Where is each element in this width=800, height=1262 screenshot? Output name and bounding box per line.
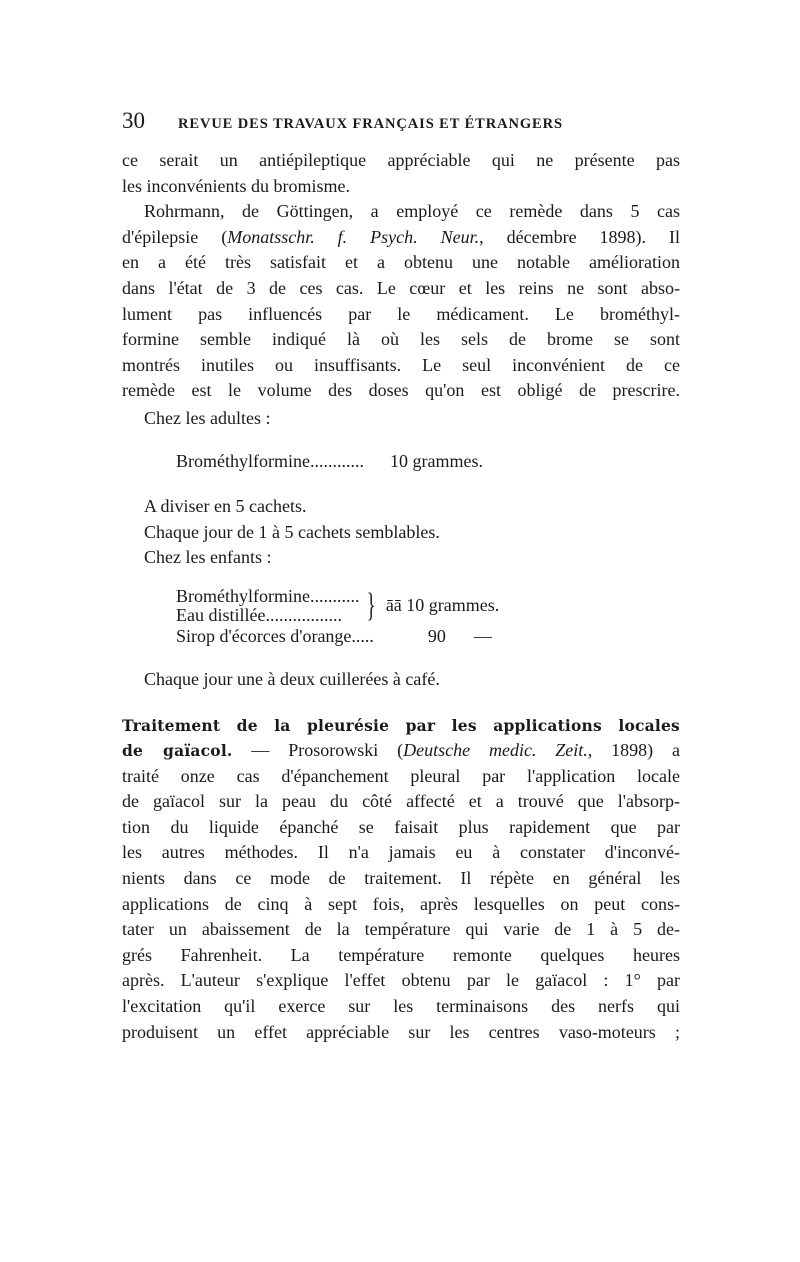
running-title: REVUE DES TRAVAUX FRANÇAIS ET ÉTRANGERS (178, 116, 563, 132)
text-line: formine semble indiqué là où les sels de brome se sont (122, 329, 680, 350)
children-label: Chez les enfants : (144, 547, 272, 568)
text-line: remède est le volume des doses qu'on est obligé de prescrire. (122, 380, 680, 401)
text-line: l'excitation qu'il exerce sur les terminaisons des nerfs qui (122, 996, 680, 1017)
text-line: tater un abaissement de la température qui varie de 1 à 5 de- (122, 919, 680, 940)
instruction-line: A diviser en 5 cachets. (144, 496, 307, 517)
text-line: en a été très satisfait et a obtenu une notable amélioration (122, 252, 680, 273)
text-line: tion du liquide épanché se faisait plus rapidement que par (122, 816, 680, 837)
page-number: 30 (122, 108, 145, 133)
braced-ingredients (176, 587, 680, 625)
rx-dash: — (473, 625, 492, 646)
book-page (122, 108, 680, 1045)
text-line: ce serait un antiépileptique appréciable qui ne présente pas (122, 150, 680, 170)
text-line: lument pas influencés par le médicament. Le brométhyl- (122, 303, 680, 324)
text-line: Rohrmann, de Göttingen, a employé ce remède dans 5 cas (144, 201, 680, 222)
rx-ingredient: Brométhylformine............ (176, 450, 364, 471)
rx-quantity: āā 10 grammes. (385, 595, 500, 616)
text-line: produisent un effet appréciable sur les centres vaso-moteurs ; (122, 1021, 680, 1042)
section-title-end: de gaïacol. (122, 741, 233, 761)
text-line: après. L'auteur s'explique l'effet obtenu par le gaïacol : 1° par (122, 970, 680, 991)
text-line: montrés inutiles ou insuffisants. Le seul inconvénient de ce (122, 354, 680, 375)
rx-row (122, 625, 680, 647)
text-fragment: — Prosorowski ( (232, 740, 404, 761)
adults-prescription (122, 406, 680, 474)
dosage-line: Chaque jour une à deux cuillerées à café. (144, 668, 440, 689)
brace-glyph: } (367, 586, 377, 624)
paragraph-rohrmann (122, 199, 680, 404)
rx-ingredient: Sirop d'écorces d'orange..... (176, 625, 374, 646)
paragraph-continuation (122, 148, 680, 199)
children-prescription (122, 587, 680, 693)
text-fragment: , décembre 1898). Il (479, 226, 680, 247)
section-title: Traitement de la pleurésie par les applications locales (122, 715, 680, 735)
text-fragment: , 1898) a (587, 740, 680, 761)
text-line: applications de cinq à sept fois, après lesquelles on peut cons- (122, 893, 680, 914)
text-line: nients dans ce mode de traitement. Il répète en général les (122, 868, 680, 889)
instruction-line: Chaque jour de 1 à 5 cachets semblables. (144, 521, 440, 542)
journal-citation: Deutsche medic. Zeit. (403, 740, 588, 761)
rx-quantity: 90 (427, 625, 446, 646)
text-line (122, 738, 680, 764)
instructions (122, 494, 680, 571)
text-line (122, 225, 680, 251)
text-line: les inconvénients du bromisme. (122, 175, 350, 196)
rx-ingredient: Eau distillée................. (176, 604, 342, 625)
braced-names (176, 587, 359, 625)
rx-ingredient: Brométhylformine........... (176, 585, 360, 606)
adults-label: Chez les adultes : (144, 407, 271, 428)
text-line: de gaïacol sur la peau du côté affecté et a trouvé que l'absorp- (122, 791, 680, 812)
rx-row (122, 449, 680, 475)
text-line: grés Fahrenheit. La température remonte quelques heures (122, 944, 680, 965)
rx-quantity: 10 grammes. (389, 450, 483, 471)
paragraph-pleurisy (122, 713, 680, 1046)
text-line: dans l'état de 3 de ces cas. Le cœur et les reins ne sont abso- (122, 277, 680, 298)
text-line: traité onze cas d'épanchement pleural par l'application locale (122, 765, 680, 786)
journal-citation: Monatsschr. f. Psych. Neur. (227, 226, 480, 247)
text-fragment: d'épilepsie ( (122, 226, 228, 247)
text-line: les autres méthodes. Il n'a jamais eu à constater d'inconvé- (122, 842, 680, 863)
page-header (122, 108, 680, 148)
